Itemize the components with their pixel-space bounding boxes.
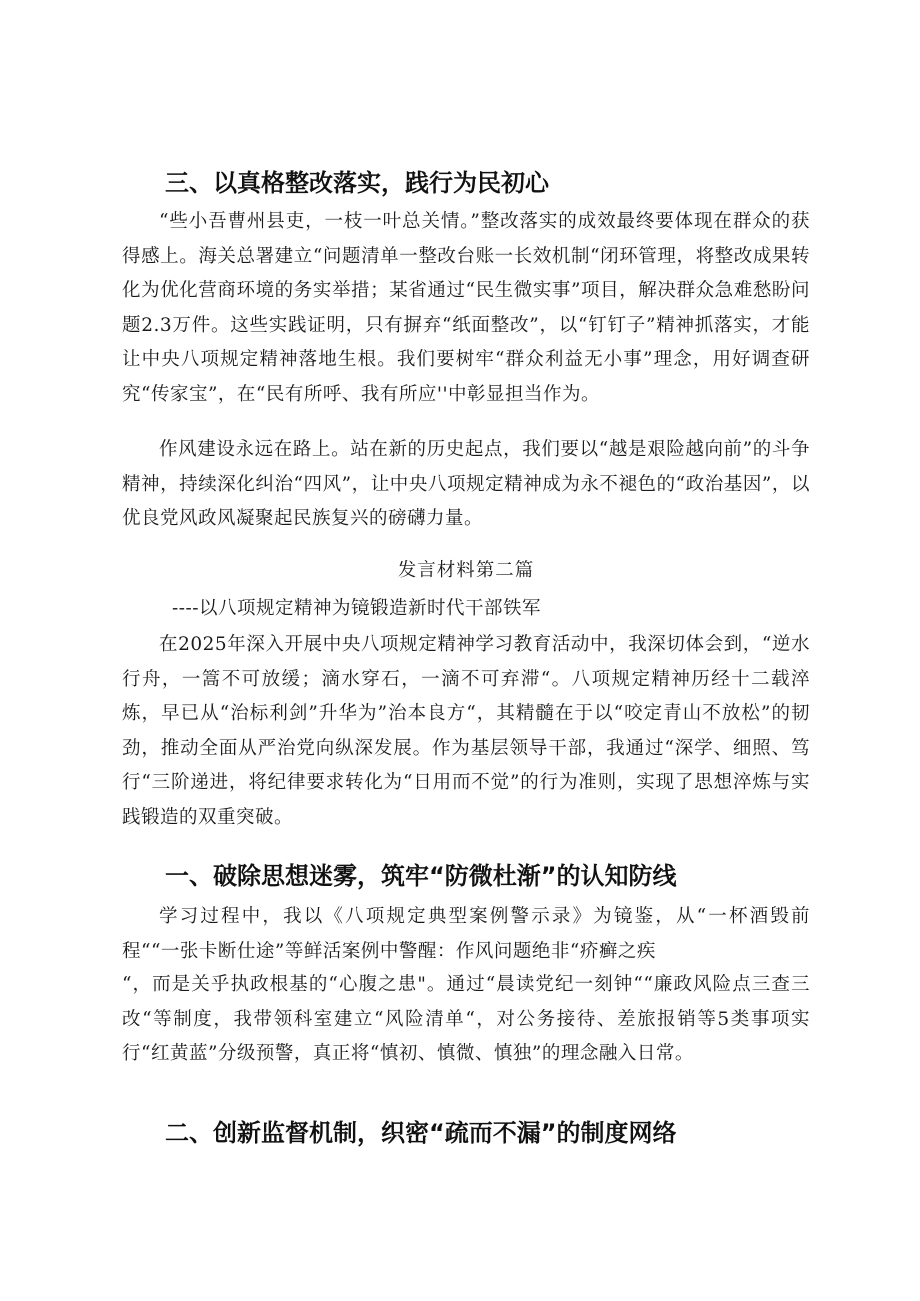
article-title: 发言材料第二篇 (397, 560, 535, 581)
article-subtitle: ----以八项规定精神为镜锻造新时代干部铁军 (172, 598, 542, 619)
paragraph-conduct-building: 作风建设永远在路上。站在新的历史起点，我们要以“越是艰险越向前”的斗争精神，持续深化纠治“四风”，让中央八项规定精神成为永不褪色的“政治基因”，以优良党风政风凝聚起民族复兴的磅礴力量。 (122, 439, 810, 529)
paragraph-rectification: “些小吾曹州县吏，一枝一叶总关情。”整改落实的成效最终要体现在群众的获得感上。海关总署建立“问题清单一整改台账一长效机制“闭环管理，将整改成果转化为优化营商环境的务实举措；某省通过“民生微实事”项目，解决群众急难愁盼问题2.3万件。这些实践证明，只有摒弃“纸面整改”，以“钉钉子”精神抓落实，才能让中央八项规定精神落地生根。我们要树牢“群众利益无小事”理念，用好调查研究“传家宝”，在“民有所呼、我有所应''中彰显担当作为。 (122, 211, 810, 405)
section-heading-1: 一、破除思想迷雾，筑牢“防微杜渐”的认知防线 (165, 862, 677, 890)
section-heading-2: 二、创新监督机制，织密“疏而不漏”的制度网络 (165, 1119, 677, 1147)
paragraph-introduction: 在2025年深入开展中央八项规定精神学习教育活动中，我深切体会到，“逆水行舟，一篙不可放缓；滴水穿石，一滴不可弃滞“。八项规定精神历经十二载淬炼，早已从“治标利剑”升华为”治本良方“，其精髓在于以“咬定青山不放松”的韧劲，推动全面从严治党向纵深发展。作为基层领导干部，我通过“深学、细照、笃行“三阶递进，将纪律要求转化为“日用而不觉”的行为准则，实现了思想淬炼与实践锻造的双重突破。 (122, 634, 810, 828)
paragraph-case-study: 学习过程中，我以《八项规定典型案例警示录》为镜鉴，从“一杯酒毁前程““一张卡断仕途”等鲜活案例中警醒：作风问题绝非“疥癣之疾 (122, 906, 810, 962)
paragraph-risk-warning: “，而是关乎执政根基的“心腹之患"。通过“晨读党纪一刻钟““廉政风险点三查三改“等制度，我带领科室建立“风险清单“，对公务接待、差旅报销等5类事项实行“红黄蓝”分级预警，真正将“慎初、慎微、慎独”的理念融入日常。 (122, 974, 810, 1064)
section-heading-3: 三、以真格整改落实，践行为民初心 (165, 169, 549, 197)
